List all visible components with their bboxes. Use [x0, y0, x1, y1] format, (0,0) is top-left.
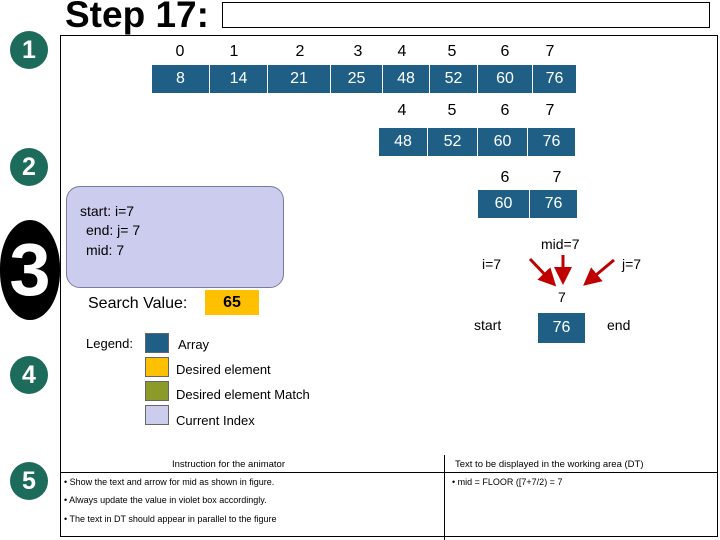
dt-item: • mid = FLOOR ([7+7/2) = 7: [452, 477, 563, 487]
legend-swatch-desired: [145, 357, 169, 377]
start-text: start: i=7: [80, 203, 135, 219]
array-index: 6: [500, 169, 510, 186]
array-index: 1: [229, 43, 239, 60]
legend-array-label: Array: [178, 337, 210, 352]
step-badge-4: 4: [10, 356, 48, 394]
legend-swatch-current: [145, 405, 169, 425]
instruction-divider-h: [60, 472, 718, 473]
legend-match-label: Desired element Match: [176, 387, 310, 402]
array-index: 7: [552, 169, 562, 186]
legend-current-label: Current Index: [176, 413, 255, 428]
mid-text: mid: 7: [86, 242, 125, 258]
array-cell: 60: [478, 65, 533, 93]
mid-label: mid=7: [541, 236, 580, 252]
step-badge-3: 3: [0, 220, 60, 320]
instruction-item: • Show the text and arrow for mid as shown in figure.: [64, 477, 275, 487]
j-label: j=7: [622, 256, 642, 272]
array-cell: 60: [478, 190, 530, 218]
legend-desired-label: Desired element: [176, 362, 271, 377]
step-badge-1: 1: [10, 31, 48, 69]
array-index: 6: [500, 43, 510, 60]
array-index: 5: [447, 102, 457, 119]
legend-title: Legend:: [86, 336, 133, 351]
array-cell: 25: [331, 65, 383, 93]
array-cell: 48: [383, 65, 430, 93]
instruction-divider-v: [444, 455, 445, 540]
pointer-cell: 76: [538, 313, 586, 343]
array-cell: 76: [528, 128, 576, 156]
array-index: 7: [545, 43, 555, 60]
step-badge-2: 2: [10, 148, 48, 186]
search-value-box: 65: [205, 290, 259, 315]
legend-swatch-match: [145, 381, 169, 401]
step-description-box: [222, 2, 710, 28]
array-cell: 60: [478, 128, 528, 156]
array-index: 4: [397, 102, 407, 119]
step-title: Step 17:: [65, 0, 209, 35]
instruction-text: The text in DT should appear in parallel to the figure: [69, 514, 277, 524]
array-cell: 76: [530, 190, 578, 218]
instruction-text: Always update the value in violet box accordingly.: [69, 495, 267, 505]
array-cell: 52: [430, 65, 478, 93]
array-cell: 76: [533, 65, 577, 93]
array-index: 5: [447, 43, 457, 60]
array-index: 2: [295, 43, 305, 60]
dt-header: Text to be displayed in the working area (DT): [455, 459, 644, 470]
i-label: i=7: [482, 256, 502, 272]
array-index: 7: [545, 102, 555, 119]
pointer-index: 7: [558, 289, 566, 305]
instruction-item: • The text in DT should appear in parallel to the figure: [64, 514, 277, 524]
array-cell: 8: [152, 65, 210, 93]
legend-swatch-array: [145, 333, 169, 353]
instruction-item: • Always update the value in violet box accordingly.: [64, 495, 267, 505]
array-cell: 14: [210, 65, 268, 93]
array-cell: 48: [379, 128, 428, 156]
array-index: 3: [353, 43, 363, 60]
instruction-header: Instruction for the animator: [172, 459, 285, 470]
array-index: 4: [397, 43, 407, 60]
end-label: end: [607, 317, 631, 333]
instruction-text: Show the text and arrow for mid as shown in figure.: [69, 477, 275, 487]
array-index: 0: [175, 43, 185, 60]
end-text: end: j= 7: [86, 222, 141, 238]
start-label: start: [474, 317, 502, 333]
search-value-label: Search Value:: [88, 295, 188, 312]
array-index: 6: [500, 102, 510, 119]
array-cell: 52: [428, 128, 478, 156]
step-badge-5: 5: [10, 462, 48, 500]
array-cell: 21: [268, 65, 331, 93]
dt-text: mid = FLOOR ([7+7/2) = 7: [457, 477, 563, 487]
